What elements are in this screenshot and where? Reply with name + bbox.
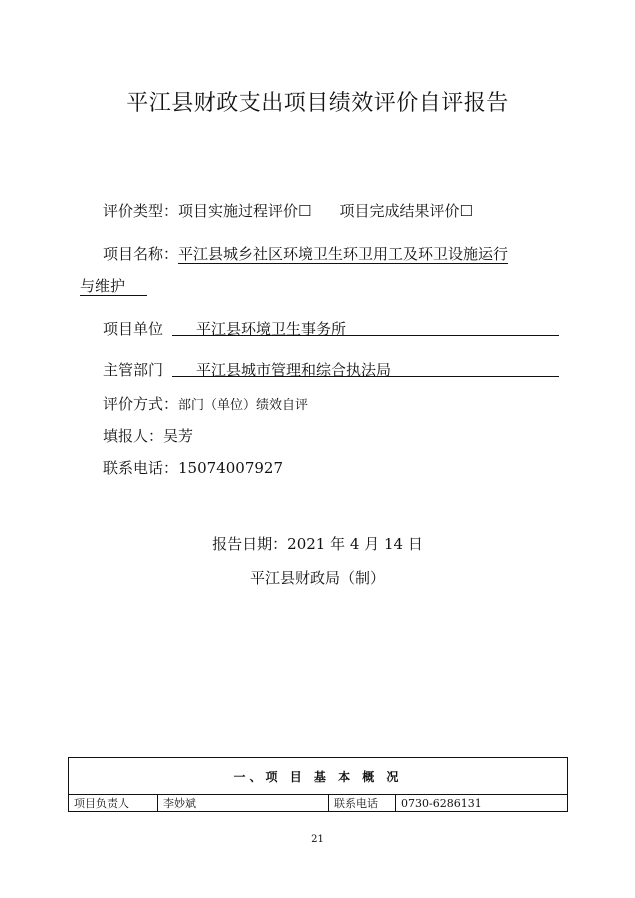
phone-label: 联系电话： <box>103 459 179 477</box>
supervisor-value: 平江县城市管理和综合执法局 <box>196 361 392 379</box>
supervisor-label: 主管部门 <box>103 361 164 379</box>
eval-method-label: 评价方式： <box>103 395 179 413</box>
project-overview-table <box>68 757 568 812</box>
project-unit-value: 平江县环境卫生事务所 <box>196 320 347 338</box>
project-name-value-cont: 与维护 <box>80 277 147 296</box>
project-name-line <box>103 243 508 264</box>
project-name-value: 平江县城乡社区环境卫生环卫用工及环卫设施运行 <box>178 245 509 263</box>
contact-label-cell: 联系电话 <box>329 795 396 812</box>
checkbox-process[interactable]: ☐ <box>298 202 312 220</box>
phone-value: 15074007927 <box>178 459 283 477</box>
eval-method-value: 部门（单位）绩效自评 <box>178 398 309 413</box>
leader-label-cell: 项目负责人 <box>69 795 158 812</box>
leader-value-cell: 李妙斌 <box>158 795 329 812</box>
report-date: 报告日期：2021 年 4 月 14 日 <box>212 535 423 553</box>
issuer: 平江县财政局（制） <box>249 569 385 587</box>
eval-type-line <box>103 200 473 221</box>
project-unit-label: 项目单位 <box>103 320 164 338</box>
phone-line <box>103 457 283 478</box>
page-number: 21 <box>311 834 324 845</box>
filler-label: 填报人： <box>103 427 164 445</box>
checkbox-result[interactable]: ☐ <box>459 202 473 220</box>
table-row <box>69 795 568 812</box>
page-title: 平江县财政支出项目绩效评价自评报告 <box>126 91 509 116</box>
eval-type-option-process: 项目实施过程评价 <box>178 202 299 220</box>
filler-line <box>103 425 193 446</box>
project-unit-underline <box>172 335 559 336</box>
eval-type-label: 评价类型： <box>103 202 179 220</box>
eval-type-option-result: 项目完成结果评价 <box>339 202 460 220</box>
project-name-label: 项目名称： <box>103 245 179 263</box>
filler-value: 吴芳 <box>163 427 194 445</box>
eval-method-line <box>103 393 308 414</box>
supervisor-underline <box>172 376 559 377</box>
contact-value-cell: 0730-6286131 <box>396 795 568 812</box>
table-header: 一、项 目 基 本 概 况 <box>69 758 568 795</box>
project-name-line2 <box>80 275 147 296</box>
